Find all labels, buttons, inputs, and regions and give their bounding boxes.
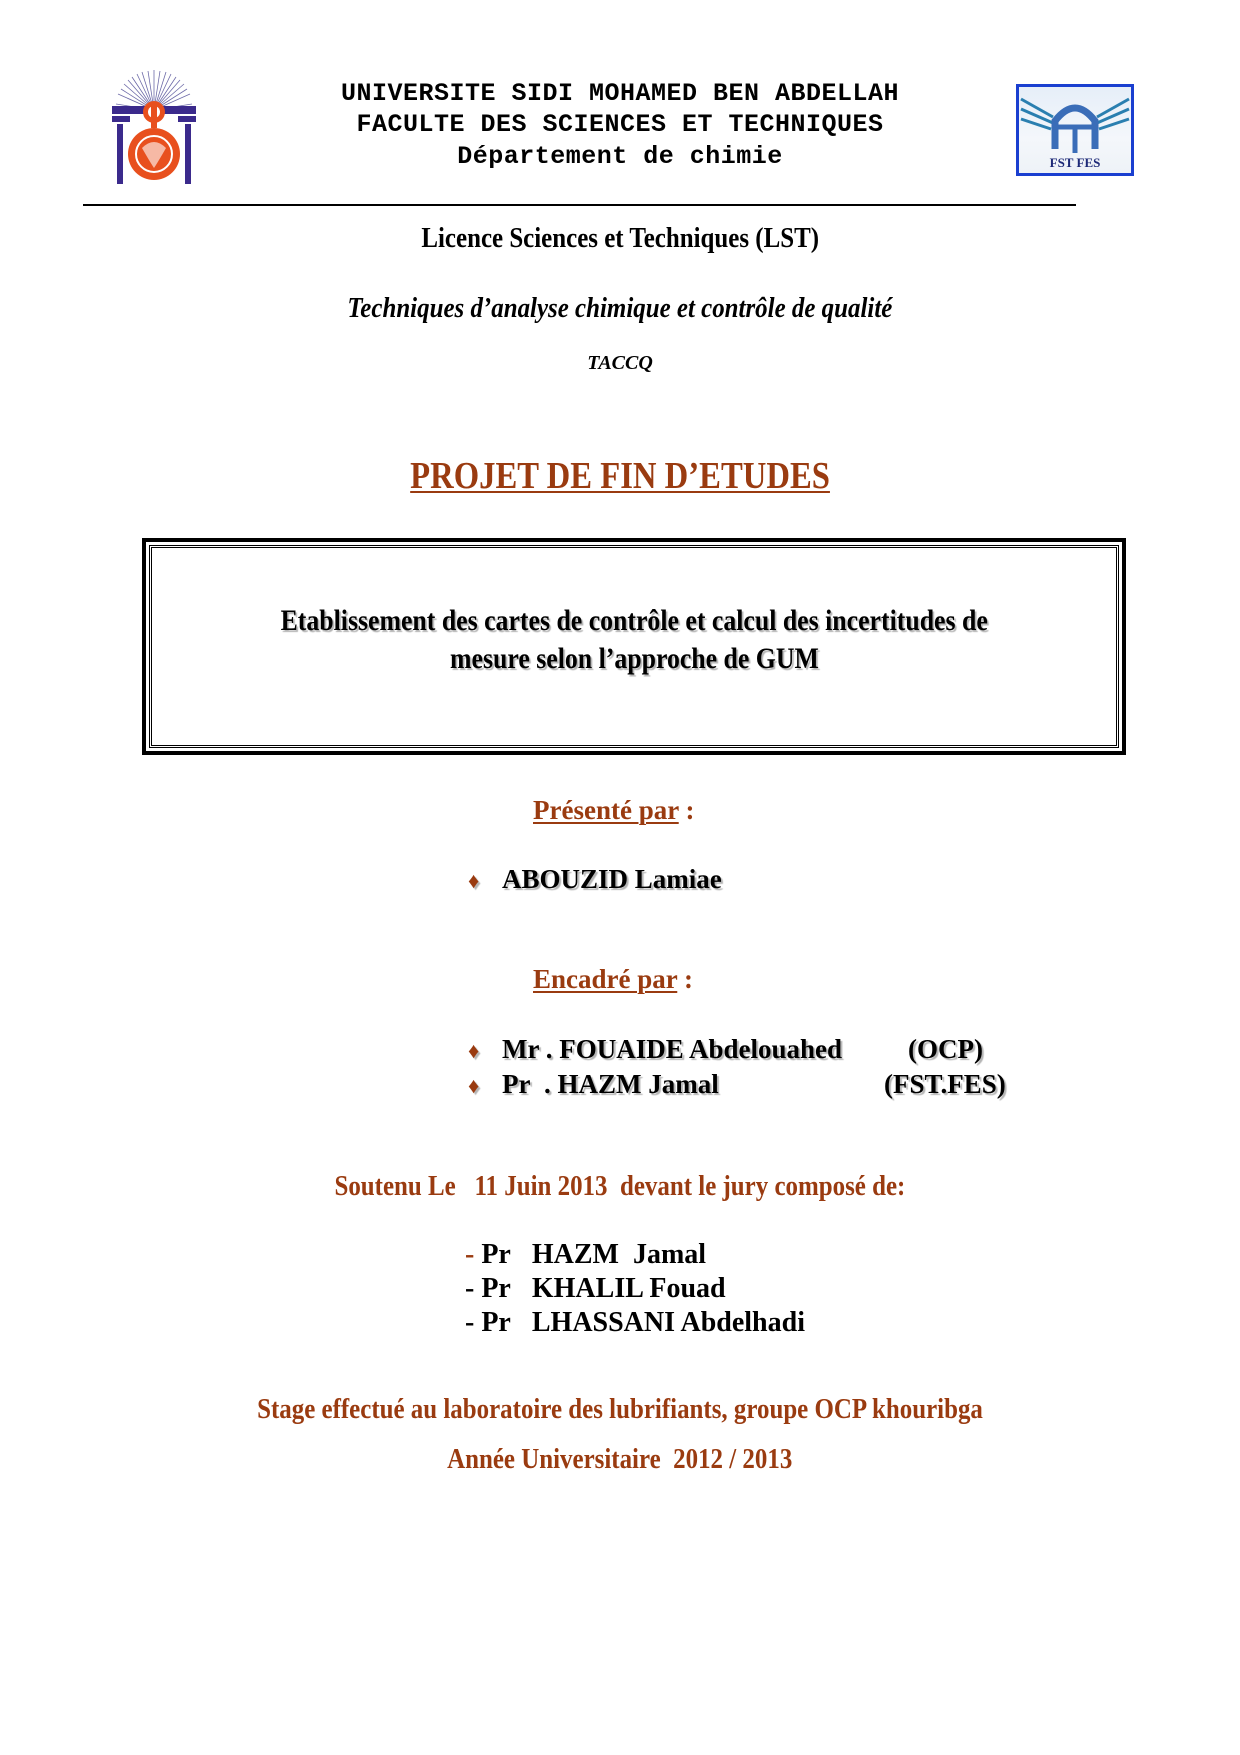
faculty-name: FACULTE DES SCIENCES ET TECHNIQUES — [356, 110, 884, 139]
jury-member: - Pr LHASSANI Abdelhadi — [465, 1307, 805, 1338]
academic-year: Année Universitaire 2012 / 2013 — [447, 1443, 793, 1475]
supervisor-affiliation: (FST.FES) — [884, 1069, 1006, 1099]
header-divider — [83, 204, 1076, 206]
track-code: TACCQ — [587, 352, 653, 374]
supervisor-item: ♦ Pr . HAZM Jamal (FST.FES) — [468, 1069, 1006, 1099]
department-name: Département de chimie — [457, 142, 783, 171]
jury-list — [465, 1238, 805, 1340]
diamond-bullet-icon: ♦ — [468, 868, 480, 893]
document-type-title: PROJET DE FIN D’ETUDES — [410, 455, 830, 497]
supervised-by-label: Encadré par : — [533, 964, 694, 994]
internship-statement: Stage effectué au laboratoire des lubrifiants, groupe OCP khouribga — [257, 1393, 983, 1425]
track-heading: Techniques d’analyse chimique et contrôle de qualité — [347, 292, 893, 324]
presented-by-label: Présenté par : — [533, 795, 695, 825]
jury-member: - Pr KHALIL Fouad — [465, 1273, 726, 1304]
thesis-title-box — [142, 538, 1126, 755]
degree-heading: Licence Sciences et Techniques (LST) — [421, 222, 819, 254]
defense-statement: Soutenu Le 11 Juin 2013 devant le jury composé de: — [334, 1170, 906, 1202]
diamond-bullet-icon: ♦ — [468, 1038, 480, 1063]
jury-member: - Pr HAZM Jamal — [465, 1239, 707, 1270]
supervisor-item: ♦ Mr . FOUAIDE Abdelouahed (OCP) — [468, 1034, 983, 1064]
fst-fes-logo — [1016, 84, 1134, 176]
university-name: UNIVERSITE SIDI MOHAMED BEN ABDELLAH — [340, 79, 900, 108]
fst-fes-caption: FST FES — [1049, 155, 1101, 170]
supervisor-affiliation: (OCP) — [908, 1034, 983, 1064]
student-item: ♦ ABOUZID Lamiae — [468, 864, 722, 894]
diamond-bullet-icon: ♦ — [468, 1073, 480, 1098]
thesis-title: Etablissement des cartes de contrôle et calcul des incertitudes de mesure selon l’approche de GUM — [280, 604, 988, 675]
